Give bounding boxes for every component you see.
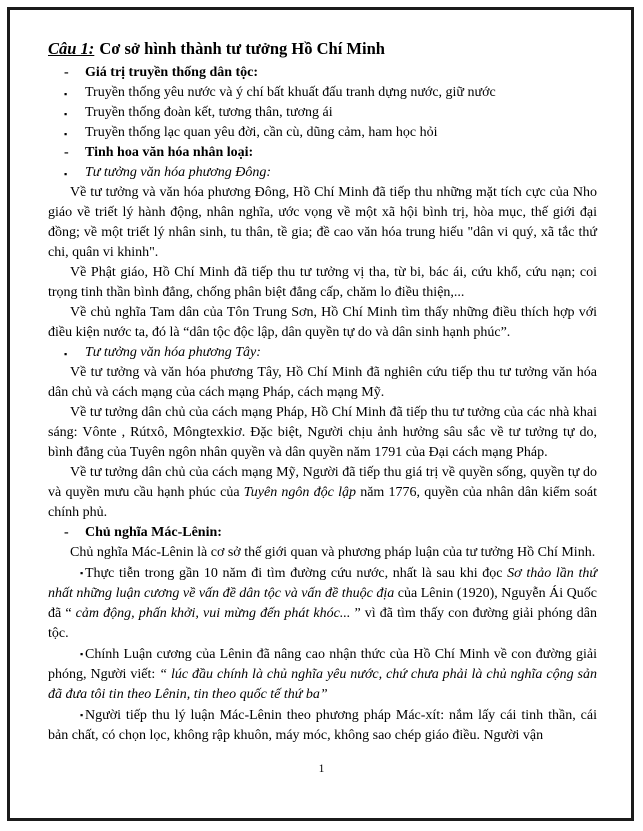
text-run: năm 1776, quyền của nhân dân kiểm soát chính phủ. <box>48 485 597 520</box>
paragraph-runs <box>48 647 597 702</box>
page-content <box>48 36 597 746</box>
paragraph-tam-dan <box>48 303 597 343</box>
heading-mac-lenin <box>48 523 597 543</box>
text-run: Về tư tưởng dân chủ của cách mạng Mỹ, Người đã tiếp thu giá trị về quyền sống, quyền tự do và quyền mưu cầu hạnh phúc của <box>48 465 597 500</box>
text-run: “ lúc đầu chính là chủ nghĩa yêu nước, chứ chưa phải là chủ nghĩa cộng sản đã đưa tôi tin theo Lênin, tin theo quốc tế thứ ba” <box>48 667 598 702</box>
square-bullet-icon: ▪ <box>80 710 84 720</box>
heading-gia-tri-truyen-thong <box>48 63 597 83</box>
text-run: Về chủ nghĩa Tam dân của Tôn Trung Sơn, Hồ Chí Minh tìm thấy những điều thích hợp với điều kiện nước ta, đó là “dân tộc độc lập, dân quyền tự do và dân sinh hạnh phúc”. <box>48 305 597 340</box>
subheading-phuong-tay <box>48 343 597 363</box>
text-run: Thực tiễn trong gần 10 năm đi tìm đường cứu nước, nhất là sau khi đọc <box>85 566 508 581</box>
dash-bullet-icon: - <box>64 145 69 160</box>
text-run: Sơ thảo lần thứ nhất những luận cương về vấn đề dân tộc và vấn đề thuộc địa <box>48 566 597 601</box>
question-title-text: Cơ sở hình thành tư tưởng Hồ Chí Minh <box>99 39 385 58</box>
subheading-phuong-dong <box>48 163 597 183</box>
paragraph-cach-mang-my <box>48 463 597 523</box>
bullet-text: Truyền thống đoàn kết, tương thân, tương ái <box>85 105 333 120</box>
heading-text: Chủ nghĩa Mác-Lênin: <box>85 525 222 540</box>
paragraph-phat-giao <box>48 263 597 303</box>
text-run: Về tư tưởng và văn hóa phương Tây, Hồ Chí Minh đã nghiên cứu tiếp thu tư tưởng văn hóa dân chủ và cách mạng của cách mạng Pháp, cách mạng Mỹ. <box>48 365 597 400</box>
paragraph-luan-cuong <box>48 644 597 705</box>
paragraph-the-gioi-quan <box>48 543 597 563</box>
square-bullet-icon: ▪ <box>64 109 68 119</box>
square-bullet-icon: ▪ <box>80 649 84 659</box>
bullet-item-lac-quan <box>48 123 597 143</box>
heading-tinh-hoa-van-hoa <box>48 143 597 163</box>
square-bullet-icon: ▪ <box>64 169 68 179</box>
question-label: Câu 1: <box>48 39 95 58</box>
paragraph-cach-mang-phap <box>48 403 597 463</box>
text-run: của Lênin (1920), Nguyễn Ái Quốc đã “ <box>48 586 597 621</box>
question-title <box>48 36 597 62</box>
square-bullet-icon: ▪ <box>64 89 68 99</box>
square-bullet-icon: ▪ <box>64 129 68 139</box>
text-run: cảm động, phấn khởi, vui mừng đến phát khóc... <box>75 606 351 621</box>
text-run: Về Phật giáo, Hồ Chí Minh đã tiếp thu tư tưởng vị tha, từ bi, bác ái, cứu khổ, cứu nạn; coi trọng tinh thần bình đẳng, chống phân biệt đẳng cấp, chăm lo điều thiện,... <box>48 265 597 300</box>
subheading-text: Tư tưởng văn hóa phương Đông: <box>85 165 272 180</box>
heading-text: Giá trị truyền thống dân tộc: <box>85 65 259 80</box>
text-run: Chủ nghĩa Mác-Lênin là cơ sở thế giới quan và phương pháp luận của tư tưởng Hồ Chí Minh. <box>70 545 596 560</box>
text-run: Chính Luận cương của Lênin đã nâng cao nhận thức của Hồ Chí Minh về con đường giải phóng, Người viết: <box>48 647 597 682</box>
bullet-text: Truyền thống yêu nước và ý chí bất khuất đấu tranh dựng nước, giữ nước <box>85 85 496 100</box>
text-run: Tuyên ngôn độc lập <box>243 485 356 500</box>
dash-bullet-icon: - <box>64 65 69 80</box>
dash-bullet-icon: - <box>64 525 69 540</box>
text-run: Người tiếp thu lý luận Mác-Lênin theo phương pháp Mác-xít: nắm lấy cái tinh thần, cái bản chất, có chọn lọc, không rập khuôn, máy móc, không sao chép giáo điều. Người vận <box>48 708 597 743</box>
text-run: Về tư tưởng và văn hóa phương Đông, Hồ Chí Minh đã tiếp thu những mặt tích cực của Nho giáo về triết lý hành động, nhân nghĩa, ước vọng về một xã hội bình trị, hòa mục, thế giới đại đồng; về một triết lý nhân sinh, tu thân, tề gia; đề cao văn hóa trung hiếu "dân vi quý, xã tắc thứ chi, quân vi khinh". <box>48 185 597 260</box>
square-bullet-icon: ▪ <box>64 349 68 359</box>
bullet-item-yeu-nuoc <box>48 83 597 103</box>
heading-text: Tinh hoa văn hóa nhân loại: <box>85 145 254 160</box>
bullet-item-doan-ket <box>48 103 597 123</box>
square-bullet-icon: ▪ <box>80 568 84 578</box>
text-run: Về tư tưởng dân chủ của cách mạng Pháp, Hồ Chí Minh đã tiếp thu tư tưởng của các nhà khai sáng: Vônte , Rútxô, Môngtexkiơ. Đặc biệt, Người chịu ảnh hưởng sâu sắc về tư tưởng tự do, bình đẳng của Tuyên ngôn nhân quyền và dân quyền năm 1791 của Đại cách mạng Pháp. <box>48 405 597 460</box>
paragraph-thuc-tien <box>48 563 597 644</box>
paragraph-nho-giao <box>48 183 597 263</box>
paragraph-phuong-phap-mac-xit <box>48 705 597 746</box>
text-run: ” vì đã tìm thấy con đường giải phóng dân tộc. <box>48 606 597 641</box>
subheading-text: Tư tưởng văn hóa phương Tây: <box>85 345 261 360</box>
paragraph-runs <box>48 566 597 641</box>
bullet-text: Truyền thống lạc quan yêu đời, cần cù, dũng cảm, ham học hỏi <box>85 125 438 140</box>
paragraph-phuong-tay <box>48 363 597 403</box>
page-number: 1 <box>318 763 325 775</box>
paragraph-runs <box>48 708 597 743</box>
